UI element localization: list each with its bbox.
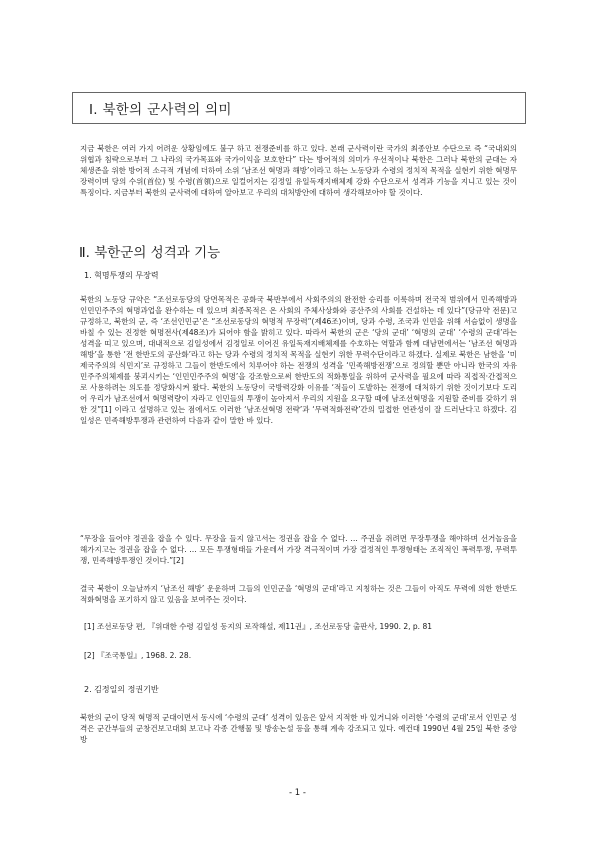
subsection-1-conclusion: 결국 북한이 오늘날까지 ‘남조선 해방’ 운운하며 그들의 인민군을 ‘혁명의 군대’라고 지칭하는 것은 그들이 아직도 무력에 의한 한반도 적화혁명을 포기하지 않고 있음을 보여주는 것이다. — [80, 584, 517, 604]
section-1-body: 지금 북한은 여러 가지 어려운 상황임에도 불구 하고 전쟁준비를 하고 있다. 본래 군사력이란 국가의 최종안보 수단으로 즉 “국내외의 위협과 침략으로부터 그 나라의 국가목표와 국가이익을 보호한다” 다는 방어적의 의미가 우선적이나 북한은 그러나 북한의 군대는 자체생존을 위한 방어적 소극적 개념에 더하여 소위 ‘남조선 혁명과 해방’이라고 하는 노동당과 수령의 정치적 목적을 실현키 위한 혁명무장력이며 당의 수위(首位) 및 수령(首領)으로 일컬어지는 김정일 유일독재지배체제 강화 수단으로서 성격과 기능을 지니고 있는 것이 특징이다. 지금부터 북한의 군사력에 대하여 알아보고 우리의 대처방안에 대하여 생각해보아야 할 것이다. — [80, 144, 517, 197]
section-1-title-box — [72, 92, 526, 124]
subsection-1-body: 북한의 노동당 규약은 “조선로동당의 당면목적은 공화국 북반부에서 사회주의의 완전한 승리를 이룩하며 전국적 범위에서 민족해방과 인민민주주의 혁명과업을 완수하는 데 있으며 최종목적은 온 사회의 주체사상화와 공산주의 사회를 건설하는 데 있다”(당규약 전문)고 규정하고, 북한의 군, 즉 ‘조선인민군’은 “조선로동당의 혁명적 무장력”(제46조)이며, 당과 수령, 조국과 인민을 위해 서슴없이 생명을 바칠 수 있는 진정한 혁명전사(제48조)가 되어야 함을 밝히고 있다. 따라서 북한의 군은 ‘당의 군대’ ‘혁명의 군대’ ‘수령의 군대’라는 성격을 띠고 있으며, 대내적으로 김일성에서 김정일로 이어진 유일독재지배체제를 수호하는 역할과 함께 대남면에서는 ‘남조선 혁명과 해방’을 통한 ‘전 한반도의 공산화’라고 하는 당과 수령의 정치적 목적을 실현키 위한 무력수단이라고 하겠다. 실제로 북한은 남한을 ‘미제국주의의 식민지’로 규정하고 그들이 한반도에서 치루어야 하는 전쟁의 성격을 ‘민족해방전쟁’으로 정의할 뿐만 아니라 한국의 자유민주주의체제를 붕괴시키는 ‘인민민주주의 혁명’을 강조함으로써 한반도의 적화통일을 위하여 군사력을 필요에 따라 직접적·간접적으로 사용하려는 의도를 정당화시켜 왔다. 북한의 노동당이 국방력강화 이유를 ‘적들이 도발하는 전쟁에 대처하기 위한 것이기보다 도리어 우리가 남조선에서 혁명력량이 자라고 인민들의 투쟁이 높아져서 우리의 지원을 요구할 때에 남조선혁명을 지원할 준비를 갖하기 위한 것”[1] 이라고 설명하고 있는 점에서도 이러한 ‘남조선혁명 전략’과 ‘무력적화전략’간의 밀접한 연관성이 잘 드러난다고 하겠다. 김일성은 민족해방투쟁과 관련하여 다음과 같이 말한 바 있다. — [80, 295, 517, 425]
footnote-2: [2] 『조국통일』, 1968. 2. 28. — [84, 651, 192, 660]
subsection-2-body: 북한의 군이 당적 혁명적 군대이면서 동시에 ‘수령의 군대’ 성격이 있음은 앞서 지적한 바 있거니와 이러한 ‘수령의 군대’로서 인민군 성격은 군간부들의 군창건보고대회 보고나 각종 간행물 및 방송논설 등을 통해 계속 강조되고 있다. 예컨대 1990년 4월 25일 북한 중앙방 — [80, 713, 517, 744]
footnote-1: [1] 조선로동당 편, 『위대한 수령 김일성 동지의 로작해설, 제11권』, 조선로동당 출판사, 1990. 2, p. 81 — [84, 622, 432, 631]
section-2-title: Ⅱ. 북한군의 성격과 기능 — [79, 245, 221, 261]
kim-il-sung-quote: “무장을 들어야 정권을 잡을 수 있다. 무장을 들지 않고서는 정권을 잡을 수 없다. … 주권을 쥐려면 무장투쟁을 해야하며 선거놀음을 해가지고는 정권을 잡을 수 없다. … 모든 투쟁형태들 가운데서 가장 격극적이며 가장 결정적인 투쟁형태는 조직적인 폭력투쟁, 무력투쟁, 민족해방투쟁인 것이다.”[2] — [80, 534, 517, 565]
page-number: - 1 - — [289, 788, 306, 798]
section-1-title: Ⅰ. 북한의 군사력의 의미 — [89, 102, 232, 118]
subsection-2-heading: 2. 김정일의 정권기반 — [84, 685, 159, 694]
subsection-1-heading: 1. 혁명투쟁의 무장력 — [84, 271, 159, 280]
